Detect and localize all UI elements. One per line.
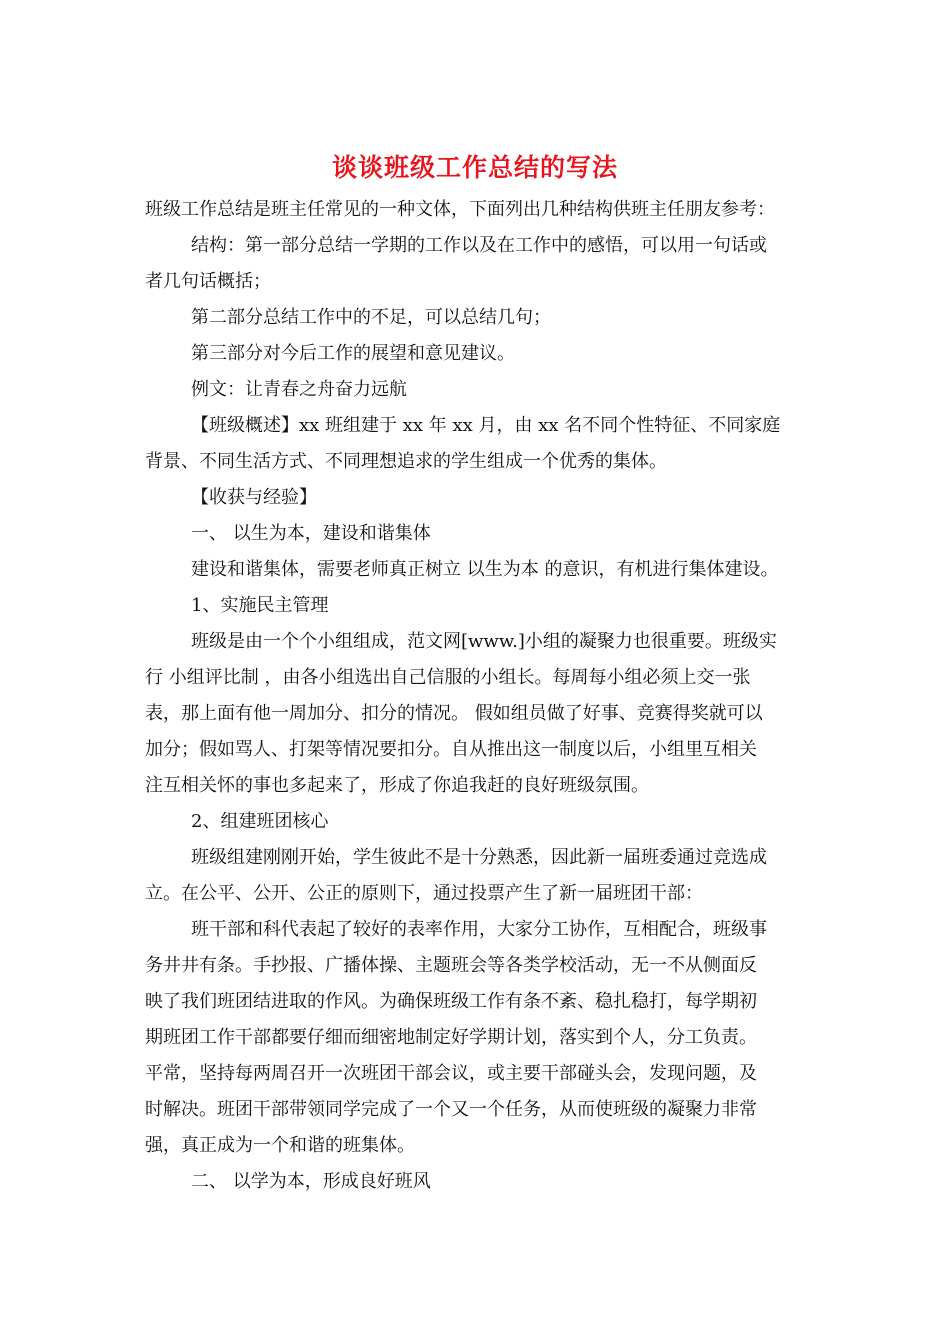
text-line: 强，真正成为一个和谐的班集体。 bbox=[145, 1135, 415, 1156]
text-line: 1、实施民主管理 bbox=[191, 595, 329, 616]
text-line: 结构：第一部分总结一学期的工作以及在工作中的感悟，可以用一句话或 bbox=[191, 235, 767, 256]
text-line: 映了我们班团结进取的作风。为确保班级工作有条不紊、稳扎稳打，每学期初 bbox=[145, 991, 757, 1012]
text-line: 班级是由一个个小组组成，范文网[www.]小组的凝聚力也很重要。班级实 bbox=[191, 631, 777, 652]
text-line: 一、 以生为本，建设和谐集体 bbox=[191, 523, 431, 544]
text-line: 时解决。班团干部带领同学完成了一个又一个任务，从而使班级的凝聚力非常 bbox=[145, 1099, 757, 1120]
text-line: 第二部分总结工作中的不足，可以总结几句； bbox=[191, 307, 551, 328]
text-line: 例文：让青春之舟奋力远航 bbox=[191, 379, 407, 400]
text-line: 平常，坚持每两周召开一次班团干部会议，或主要干部碰头会，发现问题，及 bbox=[145, 1063, 757, 1084]
text-line: 【收获与经验】 bbox=[191, 487, 317, 508]
text-line: 二、 以学为本，形成良好班风 bbox=[191, 1171, 431, 1192]
text-line: 务井井有条。手抄报、广播体操、主题班会等各类学校活动，无一不从侧面反 bbox=[145, 955, 757, 976]
document-title: 谈谈班级工作总结的写法 bbox=[331, 153, 618, 182]
text-line: 期班团工作干部都要仔细而细密地制定好学期计划，落实到个人，分工负责。 bbox=[145, 1027, 757, 1048]
text-line: 2、组建班团核心 bbox=[191, 811, 329, 832]
text-line: 行 小组评比制 ，由各小组选出自己信服的小组长。每周每小组必须上交一张 bbox=[145, 667, 751, 688]
text-line: 加分；假如骂人、打架等情况要扣分。自从推出这一制度以后，小组里互相关 bbox=[145, 739, 757, 760]
text-line: 班级工作总结是班主任常见的一种文体，下面列出几种结构供班主任朋友参考： bbox=[145, 199, 775, 220]
text-line: 表，那上面有他一周加分、扣分的情况。 假如组员做了好事、竞赛得奖就可以 bbox=[145, 703, 763, 724]
text-line: 立。在公平、公开、公正的原则下，通过投票产生了新一届班团干部： bbox=[145, 883, 703, 904]
document-body bbox=[145, 192, 825, 1200]
text-line: 者几句话概括； bbox=[145, 271, 271, 292]
text-line: 【班级概述】xx 班组建于 xx 年 xx 月，由 xx 名不同个性特征、不同家庭 bbox=[191, 415, 781, 436]
text-line: 第三部分对今后工作的展望和意见建议。 bbox=[191, 343, 515, 364]
text-line: 班干部和科代表起了较好的表率作用，大家分工协作，互相配合，班级事 bbox=[191, 919, 767, 940]
text-line: 班级组建刚刚开始，学生彼此不是十分熟悉，因此新一届班委通过竞选成 bbox=[191, 847, 767, 868]
text-line: 背景、不同生活方式、不同理想追求的学生组成一个优秀的集体。 bbox=[145, 451, 667, 472]
text-line: 建设和谐集体，需要老师真正树立 以生为本 的意识，有机进行集体建设。 bbox=[191, 559, 779, 580]
text-line: 注互相关怀的事也多起来了，形成了你追我赶的良好班级氛围。 bbox=[145, 775, 649, 796]
